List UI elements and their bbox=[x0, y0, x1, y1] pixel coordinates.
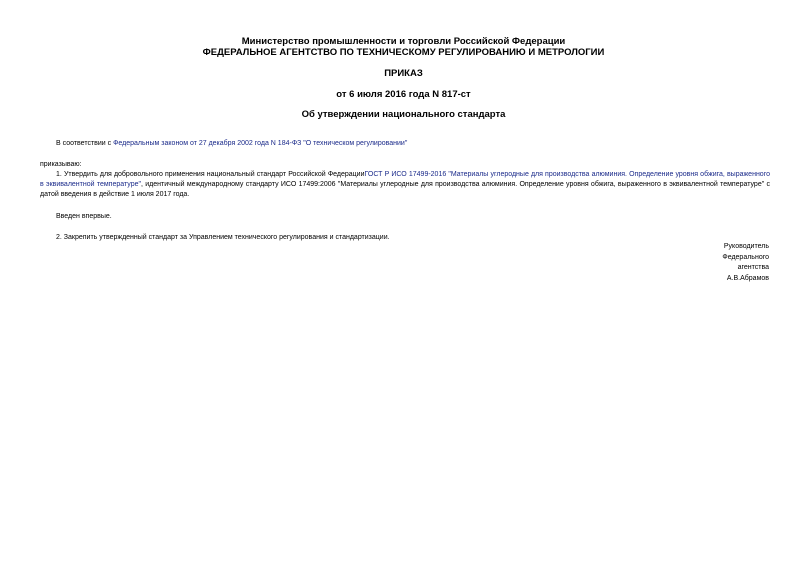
signatory-name: А.В.Абрамов bbox=[726, 275, 769, 283]
order-subject: Об утверждении национального стандарта bbox=[301, 109, 506, 120]
signature-position-line-1: Руководитель bbox=[723, 243, 769, 250]
ministry-title: Министерство промышленности и торговли Российской Федерации bbox=[241, 36, 566, 47]
item-1-paragraph bbox=[40, 170, 770, 200]
item-1-suffix: , идентичный международному стандарту ИСО 17499:2006 "Материалы углеродные для производства алюминия. Определение уровня обжига, выраженного в эквивалентной температуре" с датой введения в действие 1 июля 2017 года. bbox=[40, 181, 770, 198]
signature-block bbox=[649, 242, 769, 285]
gost-standard-link[interactable]: ГОСТ Р ИСО 17499-2016 "Материалы углеродные для производства алюминия. Определение уровня обжига, выраженного в эквивалентной температуре" bbox=[40, 171, 770, 188]
document-type: ПРИКАЗ bbox=[384, 68, 423, 79]
federal-law-link[interactable]: Федеральным законом от 27 декабря 2002 года N 184-ФЗ "О техническом регулировании" bbox=[113, 140, 408, 147]
basis-paragraph bbox=[56, 139, 776, 149]
item-2-paragraph: 2. Закрепить утвержденный стандарт за Управлением технического регулирования и стандартизации. bbox=[56, 234, 390, 241]
item-1-prefix: 1. Утвердить для добровольного применения национальный стандарт Российской Федерации bbox=[56, 171, 365, 178]
order-date-number: от 6 июля 2016 года N 817-ст bbox=[336, 89, 471, 100]
order-word: приказываю: bbox=[40, 161, 82, 168]
basis-prefix: В соответствии с bbox=[56, 140, 114, 147]
agency-title: ФЕДЕРАЛЬНОЕ АГЕНТСТВО ПО ТЕХНИЧЕСКОМУ РЕГУЛИРОВАНИЮ И МЕТРОЛОГИИ bbox=[202, 47, 605, 58]
introduced-note: Введен впервые. bbox=[56, 213, 112, 220]
signature-position-line-2: Федерального bbox=[722, 253, 769, 261]
signature-position-line-3: агентства bbox=[737, 264, 769, 272]
